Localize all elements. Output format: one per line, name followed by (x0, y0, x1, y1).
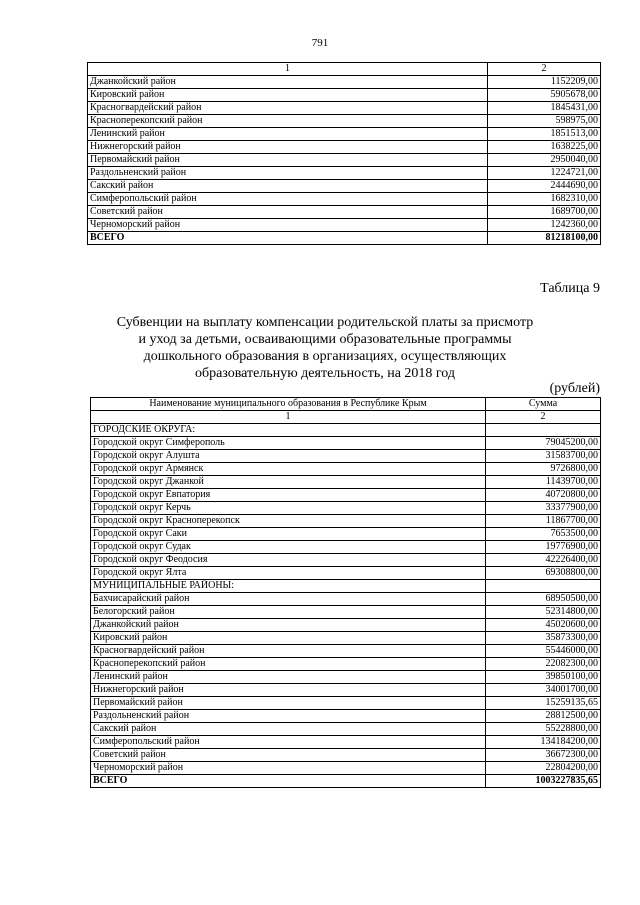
table-row (91, 554, 601, 567)
municipality-name: Красногвардейский район (91, 645, 486, 658)
amount-value (486, 580, 601, 593)
table-row (91, 593, 601, 606)
table-row (91, 658, 601, 671)
table-row (91, 736, 601, 749)
table-row (91, 424, 601, 437)
municipality-name: Симферопольский район (88, 193, 488, 206)
municipality-name: Черноморский район (88, 219, 488, 232)
municipality-name: Черноморский район (91, 762, 486, 775)
total-row (91, 775, 601, 788)
municipality-name: Красноперекопский район (88, 115, 488, 128)
municipality-name: Сакский район (88, 180, 488, 193)
amount-value: 39850100,00 (486, 671, 601, 684)
municipality-name: Белогорский район (91, 606, 486, 619)
municipality-name: МУНИЦИПАЛЬНЫЕ РАЙОНЫ: (91, 580, 486, 593)
units-label: (рублей) (549, 381, 600, 396)
municipality-name: Кировский район (88, 89, 488, 102)
table-row (91, 645, 601, 658)
municipality-name: Кировский район (91, 632, 486, 645)
table-continuation (87, 62, 601, 245)
municipality-name: Городской округ Симферополь (91, 437, 486, 450)
total-label: ВСЕГО (91, 775, 486, 788)
table-row (88, 76, 601, 89)
table-row (91, 489, 601, 502)
amount-value: 36672300,00 (486, 749, 601, 762)
total-label: ВСЕГО (88, 232, 488, 245)
column-header-name: Наименование муниципального образования в Республике Крым (91, 398, 486, 411)
title-line: Субвенции на выплату компенсации родительской платы за присмотр (116, 315, 534, 330)
amount-value: 7653500,00 (486, 528, 601, 541)
amount-value: 1851513,00 (488, 128, 601, 141)
municipality-name: Городской округ Алушта (91, 450, 486, 463)
amount-value: 33377900,00 (486, 502, 601, 515)
municipality-name: Городской округ Судак (91, 541, 486, 554)
municipality-name: Городской округ Евпатория (91, 489, 486, 502)
amount-value: 598975,00 (488, 115, 601, 128)
table-row (88, 193, 601, 206)
table-row (91, 619, 601, 632)
amount-value: 45020600,00 (486, 619, 601, 632)
amount-value: 1638225,00 (488, 141, 601, 154)
municipality-name: Симферопольский район (91, 736, 486, 749)
table-row (88, 115, 601, 128)
municipality-name: Советский район (91, 749, 486, 762)
table-row (91, 502, 601, 515)
municipality-name: Городской округ Армянск (91, 463, 486, 476)
title-line: образовательную деятельность, на 2018 год (194, 366, 456, 381)
amount-value: 22804200,00 (486, 762, 601, 775)
table-row (91, 723, 601, 736)
subvention-table-body (91, 398, 601, 788)
municipality-name: Джанкойский район (88, 76, 488, 89)
title-line: дошкольного образования в организациях, осуществляющих (143, 349, 507, 364)
municipality-name: Городской округ Красноперекопск (91, 515, 486, 528)
amount-value: 55446000,00 (486, 645, 601, 658)
table-row (91, 697, 601, 710)
municipality-name: Бахчисарайский район (91, 593, 486, 606)
table-row (91, 684, 601, 697)
amount-value: 35873300,00 (486, 632, 601, 645)
amount-value: 2444690,00 (488, 180, 601, 193)
municipality-name: Первомайский район (88, 154, 488, 167)
municipality-name: Советский район (88, 206, 488, 219)
column-header-sum: Сумма (486, 398, 601, 411)
amount-value: 1224721,00 (488, 167, 601, 180)
municipality-name: Ленинский район (91, 671, 486, 684)
municipality-name: Раздольненский район (88, 167, 488, 180)
municipality-name: Городской округ Ялта (91, 567, 486, 580)
amount-value: 19776900,00 (486, 541, 601, 554)
municipality-name: Красногвардейский район (88, 102, 488, 115)
table-row (91, 450, 601, 463)
municipality-name: Ленинский район (88, 128, 488, 141)
table-row (91, 567, 601, 580)
table-row (91, 710, 601, 723)
amount-value: 22082300,00 (486, 658, 601, 671)
municipality-name: Нижнегорский район (91, 684, 486, 697)
amount-value: 15259135,65 (486, 697, 601, 710)
municipality-name: Красноперекопский район (91, 658, 486, 671)
amount-value: 55228800,00 (486, 723, 601, 736)
table-row (88, 167, 601, 180)
table-row (88, 219, 601, 232)
amount-value: 40720800,00 (486, 489, 601, 502)
amount-value: 2950040,00 (488, 154, 601, 167)
table-continuation-body (88, 63, 601, 245)
municipality-name: Городской округ Керчь (91, 502, 486, 515)
total-value: 1003227835,65 (486, 775, 601, 788)
table-label: Таблица 9 (540, 281, 600, 296)
table-row (88, 89, 601, 102)
table-row (88, 102, 601, 115)
column-number-1: 1 (91, 411, 486, 424)
table-row (91, 671, 601, 684)
table-row (88, 180, 601, 193)
table-title (100, 314, 550, 382)
municipality-name: Сакский район (91, 723, 486, 736)
table-row (91, 528, 601, 541)
municipality-name: Первомайский район (91, 697, 486, 710)
table-row (88, 206, 601, 219)
table-row (91, 762, 601, 775)
table-row (91, 632, 601, 645)
amount-value: 68950500,00 (486, 593, 601, 606)
amount-value: 69308800,00 (486, 567, 601, 580)
amount-value: 1845431,00 (488, 102, 601, 115)
municipality-name: Джанкойский район (91, 619, 486, 632)
column-number-2: 2 (488, 63, 601, 76)
table-header-row (91, 398, 601, 411)
total-value: 81218100,00 (488, 232, 601, 245)
table-row (91, 541, 601, 554)
amount-value (486, 424, 601, 437)
amount-value: 134184200,00 (486, 736, 601, 749)
table-row (91, 437, 601, 450)
table-row (91, 463, 601, 476)
amount-value: 1682310,00 (488, 193, 601, 206)
amount-value: 1689700,00 (488, 206, 601, 219)
municipality-name: ГОРОДСКИЕ ОКРУГА: (91, 424, 486, 437)
amount-value: 34001700,00 (486, 684, 601, 697)
column-number-1: 1 (88, 63, 488, 76)
amount-value: 42226400,00 (486, 554, 601, 567)
table-row (91, 515, 601, 528)
subvention-table (90, 397, 601, 788)
municipality-name: Раздольненский район (91, 710, 486, 723)
amount-value: 11439700,00 (486, 476, 601, 489)
table-number-row (91, 411, 601, 424)
table-row (91, 749, 601, 762)
page-number: 791 (311, 37, 329, 49)
municipality-name: Городской округ Саки (91, 528, 486, 541)
municipality-name: Нижнегорский район (88, 141, 488, 154)
table-row (91, 580, 601, 593)
amount-value: 28812500,00 (486, 710, 601, 723)
municipality-name: Городской округ Джанкой (91, 476, 486, 489)
table-header-row (88, 63, 601, 76)
amount-value: 1242360,00 (488, 219, 601, 232)
amount-value: 52314800,00 (486, 606, 601, 619)
table-row (88, 141, 601, 154)
municipality-name: Городской округ Феодосия (91, 554, 486, 567)
column-number-2: 2 (486, 411, 601, 424)
amount-value: 11867700,00 (486, 515, 601, 528)
amount-value: 5905678,00 (488, 89, 601, 102)
amount-value: 1152209,00 (488, 76, 601, 89)
table-row (88, 154, 601, 167)
amount-value: 9726800,00 (486, 463, 601, 476)
total-row (88, 232, 601, 245)
title-line: и уход за детьми, осваивающими образовательные программы (138, 332, 512, 347)
table-row (91, 606, 601, 619)
table-row (91, 476, 601, 489)
amount-value: 31583700,00 (486, 450, 601, 463)
amount-value: 79045200,00 (486, 437, 601, 450)
table-row (88, 128, 601, 141)
